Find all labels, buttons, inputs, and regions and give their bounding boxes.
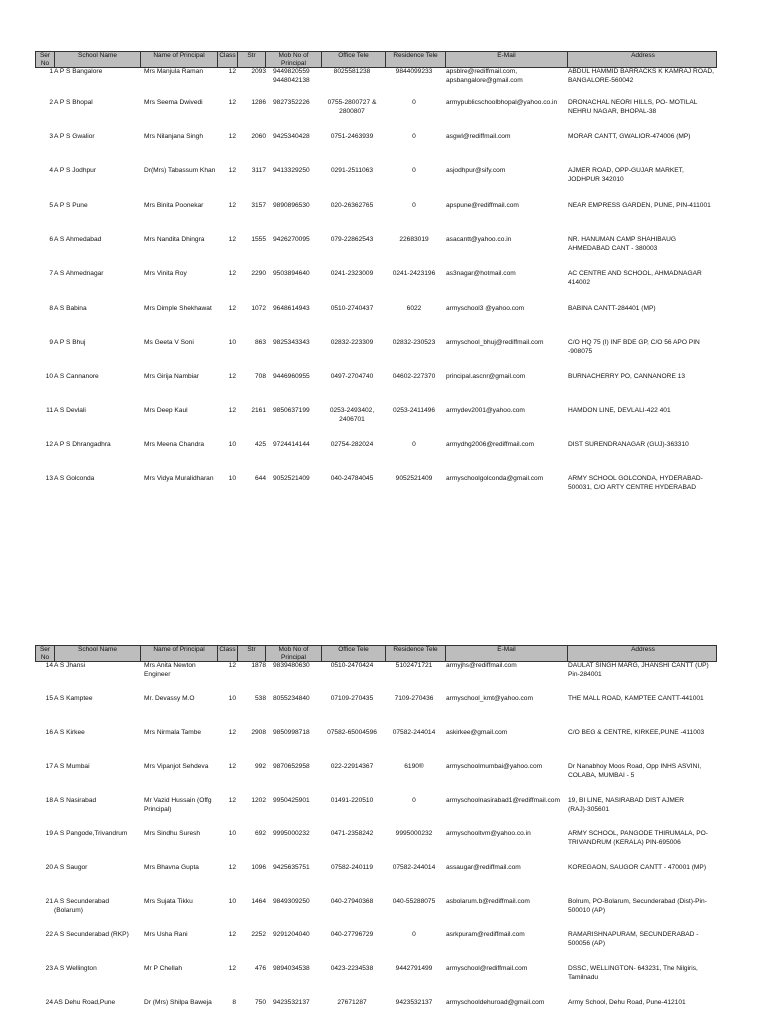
cell-residence-tele: 9844099233 [395,68,433,75]
cell-mobile: 9894034538 [273,965,310,972]
cell-strength: 750 [254,999,266,1006]
cell-mobile: 9827352226 [273,99,310,106]
cell-school-name: A S Devlali [54,407,86,414]
cell-residence-tele: 02832-230523 [392,339,436,346]
table-row [35,999,717,1029]
cell-school-name: A S Cannanore [54,373,99,380]
table-row [35,475,717,509]
cell-mobile: 9950425901 [273,797,310,804]
header-school-name: School Name [55,52,141,67]
cell-ser-no: 8 [49,305,53,312]
cell-school-name: A S Wellington [54,965,97,972]
table-row [35,373,717,407]
table-row [35,864,717,898]
header-class: Class [218,52,238,67]
cell-residence-tele: 5102471721 [395,662,433,669]
cell-class: 10 [228,695,236,702]
cell-residence-tele: 22683019 [399,236,429,243]
header-ser-no: Ser No [36,646,55,661]
table-row [35,236,717,270]
table-row [35,729,717,763]
cell-principal-name: Mrs Girija Nambiar [144,373,199,380]
cell-mobile: 9503894640 [273,270,310,277]
table-row [35,441,717,475]
cell-school-name: A S Babina [54,305,87,312]
cell-address: 19, BI LINE, NASIRABAD DIST AJMER (RAJ)-305601 [568,797,685,813]
cell-mobile: 9870652958 [273,763,310,770]
cell-school-name: A P S Bangalore [54,68,103,75]
cell-school-name: A S Kamptee [54,695,93,702]
cell-address: DSSC, WELLINGTON- 643231, The Nilgiris, Tamilnadu [568,965,698,981]
table-row [35,167,717,202]
cell-office-tele: 0497-2704740 [330,373,374,380]
cell-email: asbolarum.b@rediffmail.com [446,898,530,905]
cell-class: 10 [228,475,236,482]
cell-address: C/O BEG & CENTRE, KIRKEE,PUNE -411003 [568,729,705,736]
cell-residence-tele: 0 [412,931,416,938]
table-header [35,645,717,662]
cell-ser-no: 11 [46,407,53,414]
cell-class: 12 [228,270,236,277]
cell-principal-name: Mrs Bhavna Gupta [144,864,199,871]
cell-mobile: 9449820559 9448042138 [273,68,310,84]
cell-email: armyschoolgolconda@gmail.com [446,475,544,482]
cell-office-tele: 022-22914367 [330,763,374,770]
cell-mobile: 8055234840 [273,695,310,702]
header-address: Address [631,646,655,653]
table-row [35,407,717,441]
cell-email: armyschool3 @yahoo.com [446,305,525,312]
cell-class: 12 [228,662,236,669]
cell-office-tele: 0423-2234538 [330,965,374,972]
cell-strength: 2290 [251,270,266,277]
header-principal-name: Name of Principal [141,52,218,67]
cell-mobile: 9849309250 [273,898,310,905]
cell-email: armypublicschoolbhopal@yahoo.co.in [446,99,558,106]
cell-mobile: 9890896530 [273,202,310,209]
cell-office-tele: 07582-240119 [330,864,374,871]
cell-principal-name: Mrs Nilanjana Singh [144,133,204,140]
cell-class: 12 [228,133,236,140]
cell-ser-no: 1 [49,68,53,75]
cell-principal-name: Mrs Sindhu Suresh [144,830,201,837]
cell-address: ARMY SCHOOL GOLCONDA, HYDERABAD-500031, C/O ARTY CENTRE HYDERABAD [568,475,703,491]
cell-school-name: A S Nasirabad [54,797,97,804]
cell-school-name: A S Pangode,Trivandrum [54,830,128,837]
cell-principal-name: Mrs Usha Rani [144,931,188,938]
header-office-tele: Office Tele [322,52,386,67]
table-row [35,898,717,931]
header-email: E-Mail [446,52,568,67]
cell-email: armyschoolmumbai@yahoo.com [446,763,543,770]
cell-address: Bolrum, PO-Bolarum, Secunderabad (Dist)-Pin-500010 (AP) [568,898,707,914]
cell-office-tele: 020-26362765 [330,202,374,209]
schools-table-1 [35,51,717,509]
cell-principal-name: Mrs Manjula Raman [144,68,203,75]
cell-office-tele: 0751-2463939 [330,133,374,140]
cell-address: HAMDON LINE, DEVLALI-422 401 [568,407,671,414]
cell-residence-tele: 0 [412,133,416,140]
cell-email: asjodhpur@sify.com [446,167,506,174]
cell-class: 12 [228,931,236,938]
cell-strength: 476 [254,965,266,972]
cell-strength: 1878 [251,662,266,669]
cell-address: NR. HANUMAN CAMP SHAHIBAUG AHMEDABAD CANT - 380003 [568,236,676,252]
cell-office-tele: 040-27796729 [330,931,374,938]
cell-email: apspune@rediffmail.com [446,202,519,209]
cell-class: 12 [228,407,236,414]
cell-class: 10 [228,898,236,905]
cell-residence-tele: 0 [412,441,416,448]
cell-email: asrkpuram@rediffmail.com [446,931,525,938]
cell-residence-tele: 6190® [404,763,424,770]
cell-school-name: A P S Jodhpur [54,167,97,174]
cell-mobile: 9052521409 [273,475,310,482]
cell-strength: 708 [254,373,266,380]
cell-mobile: 9425635751 [273,864,310,871]
cell-school-name: A S Saugor [54,864,88,871]
cell-email: armyschool@rediffmail.com [446,965,528,972]
cell-office-tele: 02754-282024 [330,441,374,448]
cell-school-name: AS Dehu Road,Pune [54,999,116,1006]
cell-office-tele: 07109-270435 [330,695,374,702]
cell-ser-no: 4 [49,167,53,174]
cell-school-name: A S Kirkee [54,729,85,736]
cell-strength: 2161 [251,407,266,414]
header-address: Address [631,52,655,59]
cell-principal-name: Mrs Sujata Tikku [144,898,193,905]
cell-strength: 1202 [251,797,266,804]
header-school-name: School Name [55,646,141,661]
cell-class: 10 [228,339,236,346]
cell-office-tele: 040-24784045 [330,475,374,482]
cell-mobile: 9850637199 [273,407,310,414]
cell-mobile: 9446960955 [273,373,310,380]
header-residence-tele: Residence Tele [386,52,446,67]
cell-address: DIST SURENDRANAGAR (GUJ)-363310 [568,441,689,448]
cell-school-name: A P S Pune [54,202,88,209]
cell-residence-tele: 6022 [406,305,422,312]
cell-school-name: A S Mumbai [54,763,90,770]
cell-principal-name: Mr. Devassy M.O [144,695,195,702]
cell-class: 12 [228,305,236,312]
table-row [35,133,717,167]
cell-school-name: A P S Gwalior [54,133,95,140]
cell-strength: 3117 [251,167,266,174]
header-mobile: Mob No of Principal [266,52,322,67]
cell-principal-name: Mrs Vidya Muralidharan [144,475,214,482]
cell-principal-name: Mrs Nandita Dhingra [144,236,205,243]
cell-office-tele: 0241-2323009 [330,270,374,277]
cell-mobile: 9426270095 [273,236,310,243]
cell-principal-name: Ms Geeta V Soni [144,339,194,346]
cell-ser-no: 18 [45,797,53,804]
cell-class: 12 [228,864,236,871]
cell-ser-no: 14 [45,662,53,669]
cell-ser-no: 21 [45,898,53,905]
table-row [35,763,717,797]
header-residence-tele: Residence Tele [386,646,446,661]
cell-ser-no: 23 [45,965,53,972]
cell-school-name: A S Ahmedabad [54,236,102,243]
cell-address: DRONACHAL NEORI HILLS, PO- MOTILAL NEHRU NAGAR, BHOPAL-38 [568,99,698,115]
cell-strength: 863 [254,339,266,346]
cell-email: armyschool_kmt@yahoo.com [446,695,533,702]
cell-office-tele: 0510-2470424 [330,662,374,669]
cell-residence-tele: 9423532137 [395,999,433,1006]
cell-mobile: 9291204040 [273,931,310,938]
cell-email: principal.ascnr@gmail.com [446,373,526,380]
cell-mobile: 9648614943 [273,305,310,312]
header-email: E-Mail [446,646,568,661]
table-row [35,931,717,965]
header-office-tele: Office Tele [322,646,386,661]
table-body [35,662,717,1029]
cell-ser-no: 15 [45,695,53,702]
cell-residence-tele: 0 [412,167,416,174]
cell-principal-name: Mrs Vipanjot Sehdeva [144,763,209,770]
cell-address: AJMER ROAD, OPP-GUJAR MARKET, JODHPUR 342010 [568,167,684,183]
cell-class: 12 [228,68,236,75]
cell-office-tele: 079-22862543 [330,236,374,243]
cell-strength: 2908 [251,729,266,736]
cell-office-tele: 0471-2358242 [330,830,374,837]
cell-class: 12 [228,373,236,380]
header-strength: Str [238,52,266,67]
cell-mobile: 9423532137 [273,999,310,1006]
cell-address: AC CENTRE AND SCHOOL, AHMADNAGAR 414002 [568,270,702,286]
cell-strength: 1464 [251,898,266,905]
cell-school-name: A S Secunderabad (Bolarum) [54,898,109,914]
cell-principal-name: Mrs Dimple Shekhawat [144,305,212,312]
cell-residence-tele: 0 [412,99,416,106]
cell-strength: 538 [254,695,266,702]
cell-school-name: A S Jhansi [54,662,86,669]
cell-email: asacantt@yahoo.co.in [446,236,512,243]
cell-class: 12 [228,763,236,770]
cell-strength: 2252 [251,931,266,938]
cell-mobile: 9850998718 [273,729,310,736]
cell-email: armyschool_bhuj@rediffmail.com [446,339,544,346]
cell-strength: 2093 [251,68,266,75]
cell-school-name: A S Secunderabad (RKP) [54,931,129,938]
cell-residence-tele: 0 [412,797,416,804]
cell-ser-no: 20 [45,864,53,871]
cell-mobile: 9724414144 [273,441,310,448]
table-row [35,662,717,695]
schools-table-2 [35,645,717,1029]
cell-email: apsblre@rediffmail.com, apsbangalore@gmail.com [446,68,523,84]
cell-email: askirkee@gmail.com [446,729,508,736]
cell-residence-tele: 0241-2423196 [392,270,436,277]
cell-ser-no: 19 [45,830,53,837]
cell-office-tele: 0291-2511063 [330,167,374,174]
cell-ser-no: 24 [45,999,53,1006]
cell-ser-no: 10 [45,373,53,380]
cell-principal-name: Dr (Mrs) Shilpa Baweja [144,999,212,1006]
cell-address: KOREGAON, SAUGOR CANTT - 470001 (MP) [568,864,707,871]
cell-residence-tele: 9052521409 [395,475,433,482]
cell-office-tele: 01491-220510 [330,797,374,804]
cell-principal-name: Mrs Nirmala Tambe [144,729,202,736]
table-row [35,305,717,339]
cell-ser-no: 7 [49,270,53,277]
cell-email: armyschooldehuroad@gmail.com [446,999,545,1006]
table-row [35,68,717,99]
cell-class: 12 [228,167,236,174]
cell-principal-name: Dr(Mrs) Tabassum Khan [144,167,216,174]
cell-school-name: A S Ahmednagar [54,270,104,277]
cell-address: THE MALL ROAD, KAMPTEE CANTT-441001 [568,695,704,702]
cell-ser-no: 6 [49,236,53,243]
cell-residence-tele: 0253-2411496 [392,407,436,414]
cell-ser-no: 13 [45,475,53,482]
cell-residence-tele: 04602-227370 [392,373,436,380]
cell-school-name: A P S Bhopal [54,99,93,106]
cell-school-name: A P S Dhrangadhra [54,441,111,448]
cell-principal-name: Mrs Vinita Roy [144,270,187,277]
cell-class: 8 [232,999,236,1006]
cell-principal-name: Mr Vazid Hussain (Offg Principal) [144,797,212,813]
cell-email: armydhg2006@rediffmail.com [446,441,534,448]
table-row [35,965,717,999]
cell-ser-no: 2 [49,99,53,106]
cell-email: armyschoolnasirabad1@rediffmail.com [446,797,560,804]
cell-office-tele: 27671287 [337,999,367,1006]
cell-school-name: A S Golconda [54,475,95,482]
cell-strength: 425 [254,441,266,448]
cell-school-name: A P S Bhuj [54,339,86,346]
cell-address: BABINA CANTT-284401 (MP) [568,305,656,312]
cell-ser-no: 22 [45,931,53,938]
table-body [35,68,717,509]
cell-office-tele: 02832-223309 [330,339,374,346]
cell-ser-no: 5 [49,202,53,209]
cell-mobile: 9425340428 [273,133,310,140]
cell-strength: 1072 [251,305,266,312]
cell-class: 12 [228,729,236,736]
cell-class: 12 [228,797,236,804]
cell-address: MORAR CANTT, GWALIOR-474006 (MP) [568,133,691,140]
cell-address: C/O HQ 75 (I) INF BDE GP, C/O 56 APO PIN -908075 [568,339,700,355]
cell-mobile: 9825343343 [273,339,310,346]
cell-mobile: 9995000232 [273,830,310,837]
cell-strength: 2060 [251,133,266,140]
cell-strength: 1096 [251,864,266,871]
cell-mobile: 9413329250 [273,167,310,174]
cell-address: Dr Nanabhoy Moos Road, Opp INHS ASVINI, COLABA, MUMBAI - 5 [568,763,702,779]
cell-office-tele: 0510-2740437 [330,305,374,312]
cell-office-tele: 07582-65004596 [327,729,377,736]
cell-office-tele: 0755-2800727 & 2800807 [327,99,377,115]
cell-address: ABDUL HAMMID BARRACKS K KAMRAJ ROAD, BANGALORE-560042 [568,68,714,84]
cell-principal-name: Mrs Binita Poonekar [144,202,204,209]
cell-ser-no: 12 [45,441,53,448]
table-row [35,270,717,305]
cell-principal-name: Mr P Chellah [144,965,182,972]
header-mobile: Mob No of Principal [266,646,322,661]
cell-class: 10 [228,830,236,837]
cell-office-tele: 0253-2493402, 2406701 [329,407,375,423]
cell-strength: 644 [254,475,266,482]
cell-ser-no: 17 [45,763,53,770]
cell-email: assaugar@rediffmail.com [446,864,521,871]
table-row [35,695,717,729]
cell-mobile: 9839480630 [273,662,310,669]
cell-principal-name: Mrs Anita Newton Engineer [144,662,196,678]
cell-email: as3nagar@hotmail.com [446,270,516,277]
table-row [35,99,717,133]
cell-address: NEAR EMPRESS GARDEN, PUNE, PIN-411001 [568,202,711,209]
cell-residence-tele: 07582-244014 [392,864,436,871]
cell-address: DAULAT SINGH MARG, JHANSHI CANTT (UP) Pin-284001 [568,662,709,678]
cell-strength: 992 [254,763,266,770]
cell-principal-name: Mrs Meena Chandra [144,441,205,448]
cell-residence-tele: 07582-244014 [392,729,436,736]
header-class: Class [218,646,238,661]
cell-strength: 3157 [251,202,266,209]
cell-strength: 692 [254,830,266,837]
cell-address: ARMY SCHOOL, PANGODE THIRUMALA, PO- TRIVANDRUM (KERALA) PIN-695006 [568,830,708,846]
cell-class: 12 [228,202,236,209]
cell-class: 12 [228,99,236,106]
cell-strength: 1286 [251,99,266,106]
cell-address: BURNACHERRY PO, CANNANORE 13 [568,373,686,380]
table-row [35,339,717,373]
cell-principal-name: Mrs Deep Kaul [144,407,188,414]
cell-email: armydev2001@yahoo.com [446,407,525,414]
cell-residence-tele: 7109-270436 [394,695,434,702]
cell-residence-tele: 9995000232 [395,830,433,837]
cell-class: 12 [228,965,236,972]
cell-class: 10 [228,441,236,448]
cell-residence-tele: 040-55288075 [392,898,436,905]
cell-strength: 1555 [251,236,266,243]
cell-ser-no: 9 [49,339,53,346]
cell-office-tele: 8025581238 [333,68,371,75]
cell-email: armyjhs@rediffmail.com [446,662,517,669]
cell-residence-tele: 9442791499 [395,965,433,972]
table-row [35,202,717,236]
cell-email: armyschooltvm@yahoo.co.in [446,830,531,837]
cell-principal-name: Mrs Seema Dwivedi [144,99,203,106]
cell-email: asgwl@rediffmail.com [446,133,511,140]
cell-address: RAMARISHNAPURAM, SECUNDERABAD - 500056 (AP) [568,931,699,947]
table-row [35,830,717,864]
cell-class: 12 [228,236,236,243]
table-row [35,797,717,830]
header-strength: Str [238,646,266,661]
cell-ser-no: 16 [45,729,53,736]
table-header [35,51,717,68]
cell-ser-no: 3 [49,133,53,140]
cell-residence-tele: 0 [412,202,416,209]
cell-address: Army School, Dehu Road, Pune-412101 [568,999,686,1006]
cell-office-tele: 040-27940368 [330,898,374,905]
header-ser-no: Ser No [36,52,55,67]
header-principal-name: Name of Principal [141,646,218,661]
